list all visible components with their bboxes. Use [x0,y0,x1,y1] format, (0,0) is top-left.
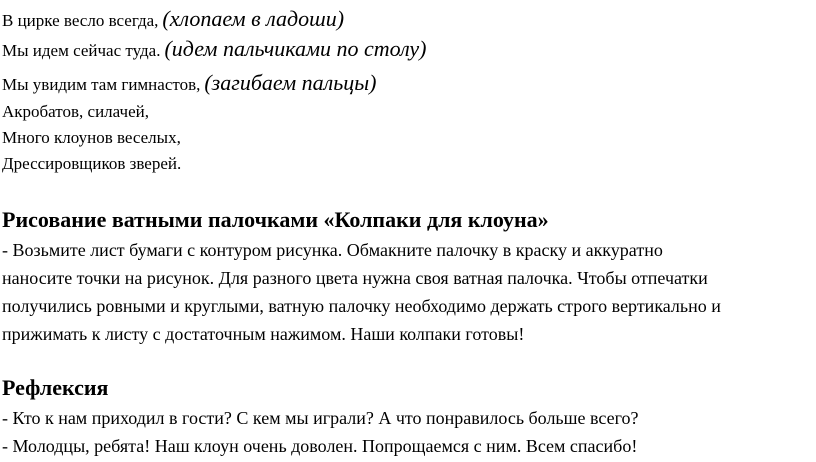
drawing-paragraph-line: прижимать к листу с достаточным нажимом. Наши колпаки готовы! [2,324,525,344]
poem-line-3 [2,72,377,94]
drawing-paragraph-line: наносите точки на рисунок. Для разного цвета нужна своя ватная палочка. Чтобы отпечатки [2,268,708,288]
poem-text: Мы идем сейчас туда. [2,41,161,60]
drawing-paragraph-line: получились ровными и круглыми, ватную палочку необходимо держать строго вертикально и [2,296,721,316]
poem-text: Мы увидим там гимнастов, [2,75,201,94]
drawing-heading: Рисование ватными палочками «Колпаки для клоуна» [2,207,549,232]
reflection-line: - Молодцы, ребята! Наш клоун очень доволен. Попрощаемся с ним. Всем спасибо! [2,436,638,456]
reflection-heading: Рефлексия [2,375,109,400]
poem-action: (загибаем пальцы) [204,70,377,95]
poem-line-1 [2,8,344,30]
poem-line-2 [2,38,427,60]
poem-line-4: Акробатов, силачей, [2,102,149,121]
poem-action: (идем пальчиками по столу) [164,36,427,61]
poem-text: В цирке весло всегда, [2,11,159,30]
reflection-line: - Кто к нам приходил в гости? С кем мы играли? А что понравилось больше всего? [2,408,639,428]
drawing-paragraph-line: - Возьмите лист бумаги с контуром рисунка. Обмакните палочку в краску и аккуратно [2,240,663,260]
poem-line-6: Дрессировщиков зверей. [2,154,182,173]
poem-action: (хлопаем в ладоши) [162,6,345,31]
poem-line-5: Много клоунов веселых, [2,128,181,147]
